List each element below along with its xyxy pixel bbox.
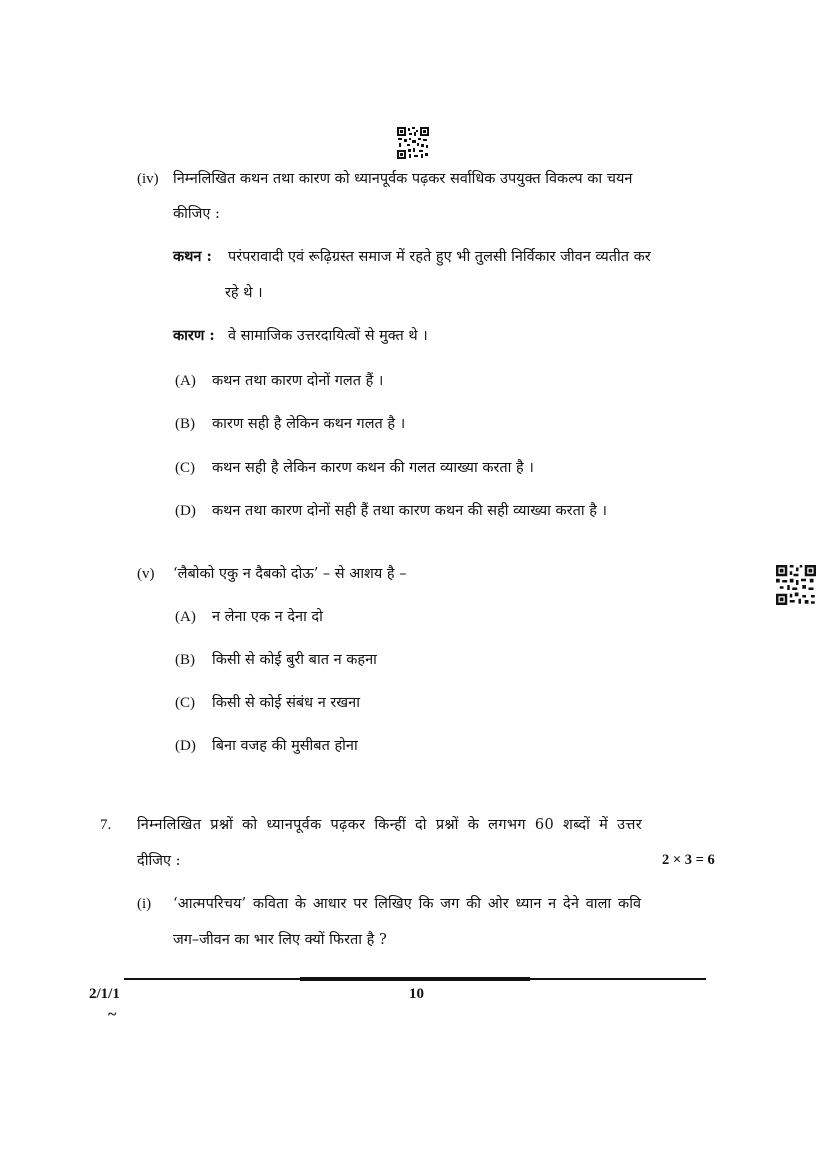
- statement-line2: रहे थे ।: [225, 285, 263, 301]
- qr-code-side: [776, 565, 816, 605]
- q6-iv-option-key: (C): [175, 460, 195, 476]
- statement-label: कथन :: [173, 248, 212, 265]
- reason-text: वे सामाजिक उत्तरदायित्वों से मुक्त थे ।: [228, 328, 428, 344]
- paper-code: 2/1/1: [89, 986, 120, 1002]
- q6-iv-option-text: कथन सही है लेकिन कारण कथन की गलत व्याख्या करता है ।: [212, 460, 534, 476]
- q6-v-option-key: (A): [175, 609, 196, 625]
- q6-iv-label: (iv): [137, 171, 159, 187]
- q6-iv-option-text: कारण सही है लेकिन कथन गलत है ।: [212, 416, 406, 432]
- q6-iv-option-text: कथन तथा कारण दोनों सही हैं तथा कारण कथन की सही व्याख्या करता है ।: [212, 503, 608, 519]
- footer-tilde: ~: [108, 1006, 117, 1023]
- q7-prompt-line1: निम्नलिखित प्रश्नों को ध्यानपूर्वक पढ़कर किन्हीं दो प्रश्नों के लगभग 60 शब्दों में उत्तर: [137, 817, 643, 833]
- q6-v-option-text: न लेना एक न देना दो: [212, 609, 323, 625]
- q6-v-option-text: बिना वजह की मुसीबत होना: [212, 738, 358, 754]
- statement-line1: परंपरावादी एवं रूढ़िग्रस्त समाज में रहते हुए भी तुलसी निर्विकार जीवन व्यतीत कर: [228, 249, 651, 265]
- q6-v-option-text: किसी से कोई बुरी बात न कहना: [212, 652, 377, 668]
- q6-v-option-key: (C): [175, 695, 195, 711]
- q7-i-line1: ‘आत्मपरिचय’ कविता के आधार पर लिखिए कि जग की ओर ध्यान न देने वाला कवि: [173, 896, 642, 912]
- page-number: 10: [409, 986, 424, 1002]
- q7-prompt-line2: दीजिए :: [137, 853, 181, 869]
- q7-i-line2: जग–जीवन का भार लिए क्यों फिरता है ?: [173, 932, 387, 948]
- q6-v-option-text: किसी से कोई संबंध न रखना: [212, 695, 360, 711]
- q6-iv-prompt-line1: निम्नलिखित कथन तथा कारण को ध्यानपूर्वक पढ़कर सर्वाधिक उपयुक्त विकल्प का चयन: [173, 171, 633, 187]
- q6-iv-option-key: (D): [175, 503, 196, 519]
- q7-i-label: (i): [137, 896, 152, 912]
- reason-label: कारण :: [173, 327, 215, 344]
- q6-v-option-key: (D): [175, 738, 196, 754]
- qr-code-top: [397, 127, 429, 159]
- q7-number: 7.: [100, 817, 112, 833]
- q6-iv-option-key: (B): [175, 416, 195, 432]
- q6-iv-prompt-line2: कीजिए :: [173, 206, 220, 222]
- q6-iv-option-key: (A): [175, 373, 196, 389]
- q6-v-label: (v): [137, 566, 155, 582]
- q7-marks: 2 × 3 = 6: [662, 852, 715, 868]
- q6-v-prompt: ‘लैबोको एकु न दैबको दोऊ’ – से आशय है –: [173, 566, 407, 582]
- q6-iv-option-text: कथन तथा कारण दोनों गलत हैं ।: [212, 373, 384, 389]
- q6-v-option-key: (B): [175, 652, 195, 668]
- footer-rule-thick: [300, 977, 530, 981]
